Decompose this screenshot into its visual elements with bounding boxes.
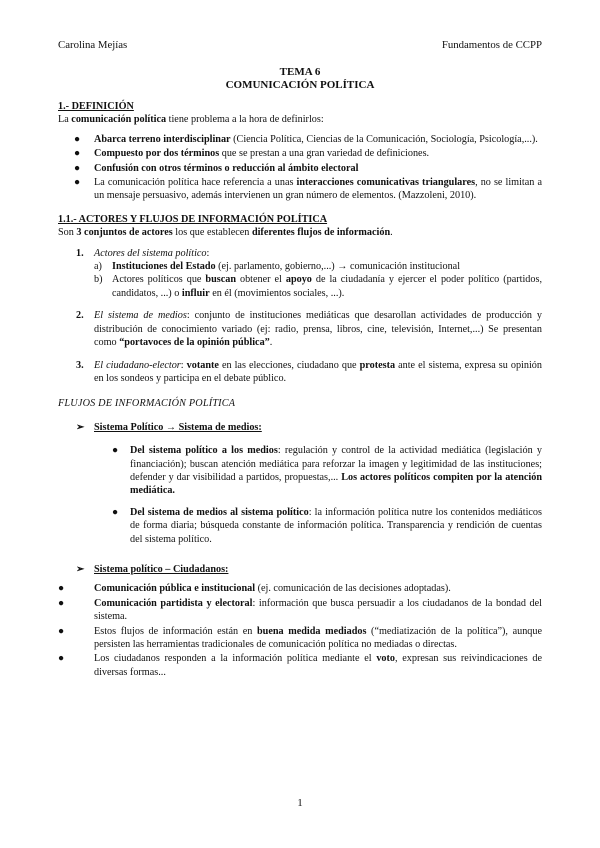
list-item: ● La comunicación política hace referencia a unas interacciones comunicativas triangulares, no se limitan a un mensaje persuasivo, además intervienen un gran número de elementos. (Mazzoleni, 2010). [74,177,542,202]
header-author: Carolina Mejías [58,39,128,51]
arrowhead-icon: ➢ [76,563,85,575]
section-1-heading: 1.- DEFINICIÓN [58,101,134,112]
list-item: ● Estos flujos de información están en buena medida mediados (“mediatización de la política”), aunque persisten las herramientas tradicionales de comunicación política no mediadas o directas. [58,625,543,650]
actor-item-2: 2. El sistema de medios: conjunto de instituciones mediáticas que desarollan actividades de producción y distribución de conocimiento variado (ej: radio, prensa, libros, cine, televisión, Internet,...) Se presentan como “portavoces de la opinión pública”. [76,310,543,349]
list-item: ● Compuesto por dos términos que se prestan a una gran variedad de definiciones. [74,148,430,160]
actor-item-1a: a) Instituciones del Estado (ej. parlamento, gobierno,...) → comunicación institucional [94,261,461,273]
flujo-group-2-heading: ➢ Sistema político – Ciudadanos: [76,563,229,575]
section-1-1-intro: Son 3 conjuntos de actores los que establecen diferentes flujos de información. [58,227,393,239]
page-number: 1 [297,797,303,809]
header-course: Fundamentos de CCPP [441,39,542,51]
list-item: ● Los ciudadanos responden a la información política mediante el voto, expresan sus reivindicaciones de diversas formas... [58,653,542,678]
content [58,66,542,679]
flujos-title: FLUJOS DE INFORMACIÓN POLÍTICA [58,398,236,410]
actor-item-3: 3. El ciudadano-elector: votante en las elecciones, ciudadano que protesta ante el sistema, expresa su opinión en los sondeos y participa en el debate público. [76,359,542,384]
actor-item-1b: b) Actores políticos que buscan obtener el apoyo de la ciudadanía y ejercer el poder político (partidos, candidatos, ...) o influir en él (movimientos sociales, ...). [94,274,543,299]
list-item: ● Comunicación pública e institucional (ej. comunicación de las decisiones adoptadas). [58,583,451,595]
section-1-list [58,133,542,203]
title-line1: TEMA 6 [279,66,321,78]
actor-item-1: 1. Actores del sistema político: [76,247,210,259]
list-item: ● Del sistema de medios al sistema político: la información política nutre los contenidos mediáticos de forma diaria; búsqueda constante de información política. Transparencia y rendición de cuentas del sistema político. [112,506,542,545]
doc-title [58,66,542,92]
list-item: ● Del sistema político a los medios: regulación y control de la actividad mediática (legislación y financiación); buscan atención mediática para reforzar la imagen y legitimidad de las instituciones; defender y dar visibilidad a partidos, propuestas,... Los actores políticos compiten por la atención mediática. [112,445,542,497]
flujo-group-1-heading: ➢ Sistema Político → Sistema de medios: [76,421,262,433]
title-line2: COMUNICACIÓN POLÍTICA [225,79,375,91]
flujo-group-2-list [58,582,542,679]
list-item: ● Confusión con otros términos o reducción al ámbito electoral [74,162,359,174]
list-item: ● Abarca terreno interdisciplinar (Ciencia Política, Ciencias de la Comunicación, Sociología, Psicología,...). [74,133,538,145]
section-1-intro: La comunicación política tiene problema a la hora de definirlos: [58,114,324,126]
list-item: ● Comunicación partidista y electoral: información que busca persuadir a los ciudadanos de la bondad del sistema. [58,597,542,623]
arrowhead-icon: ➢ [76,421,85,433]
section-1-1-heading: 1.1.- ACTORES Y FLUJOS DE INFORMACIÓN POLÍTICA [58,213,328,225]
